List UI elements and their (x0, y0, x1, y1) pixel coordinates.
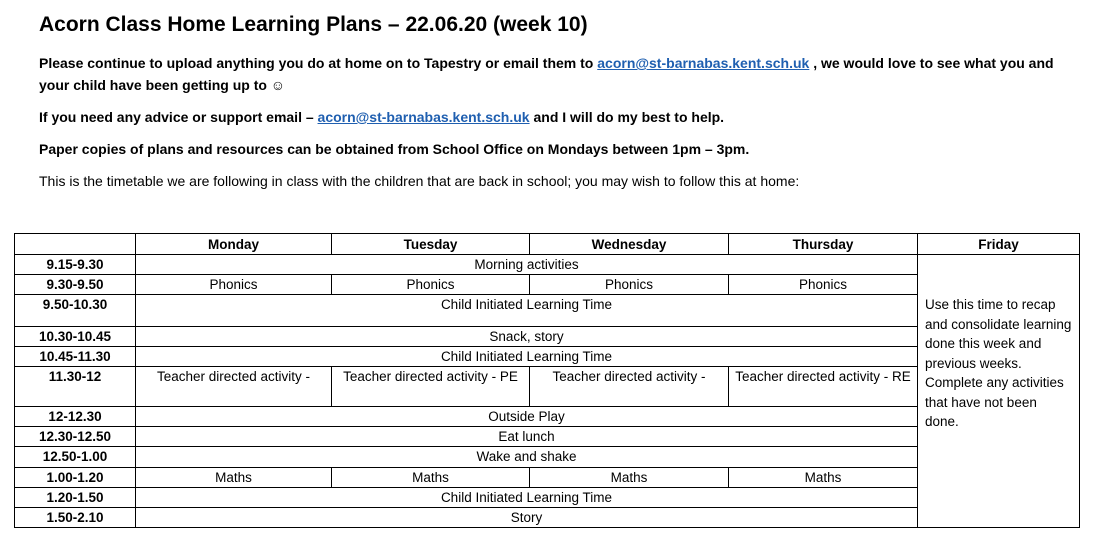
time-cell: 11.30-12 (15, 367, 136, 407)
upload-paragraph (39, 52, 1069, 96)
timetable-intro: This is the timetable we are following in class with the children that are back in school; you may wish to follow this at home: (39, 173, 800, 189)
time-cell: 12.50-1.00 (15, 447, 136, 468)
smiley-icon: ☺ (270, 77, 286, 93)
activity-cell: Maths (729, 468, 918, 488)
time-cell: 10.45-11.30 (15, 347, 136, 367)
header-empty-cell (15, 234, 136, 255)
activity-cell: Teacher directed activity - RE (729, 367, 918, 407)
day-header-thursday: Thursday (729, 234, 918, 255)
activity-cell: Teacher directed activity - (530, 367, 729, 407)
day-header-tuesday: Tuesday (332, 234, 530, 255)
activity-cell: Maths (332, 468, 530, 488)
advice-text: If you need any advice or support email – (39, 109, 314, 125)
activity-cell: Phonics (530, 275, 729, 295)
time-cell: 9.50-10.30 (15, 295, 136, 327)
table-header-row (15, 234, 1080, 255)
table-row (15, 255, 1080, 275)
time-cell: 12.30-12.50 (15, 427, 136, 447)
email-link-2[interactable]: acorn@st-barnabas.kent.sch.uk (317, 109, 530, 125)
activity-cell: Phonics (332, 275, 530, 295)
timetable (14, 233, 1080, 528)
activity-cell: Teacher directed activity - (136, 367, 332, 407)
activity-cell: Maths (530, 468, 729, 488)
day-header-wednesday: Wednesday (530, 234, 729, 255)
advice-paragraph (39, 106, 724, 128)
day-header-friday: Friday (918, 234, 1080, 255)
time-cell: 1.20-1.50 (15, 488, 136, 508)
friday-note: Use this time to recap and consolidate learning done this week and previous weeks. Complete any activities that have not been done. (918, 255, 1080, 528)
activity-cell: Maths (136, 468, 332, 488)
paper-copies-text: Paper copies of plans and resources can be obtained from School Office on Mondays between 1pm – 3pm. (39, 141, 750, 157)
advice-text-2: and I will do my best to help. (533, 109, 725, 125)
time-cell: 1.50-2.10 (15, 508, 136, 528)
activity-cell: Child Initiated Learning Time (136, 295, 918, 327)
activity-cell: Snack, story (136, 327, 918, 347)
activity-cell: Story (136, 508, 918, 528)
activity-cell: Eat lunch (136, 427, 918, 447)
time-cell: 10.30-10.45 (15, 327, 136, 347)
time-cell: 1.00-1.20 (15, 468, 136, 488)
upload-text: Please continue to upload anything you do at home on to Tapestry or email them to (39, 55, 594, 71)
activity-cell: Child Initiated Learning Time (136, 488, 918, 508)
activity-cell: Wake and shake (136, 447, 918, 468)
time-cell: 12-12.30 (15, 407, 136, 427)
activity-cell: Phonics (136, 275, 332, 295)
activity-cell: Teacher directed activity - PE (332, 367, 530, 407)
activity-cell: Morning activities (136, 255, 918, 275)
day-header-monday: Monday (136, 234, 332, 255)
time-cell: 9.15-9.30 (15, 255, 136, 275)
page-title: Acorn Class Home Learning Plans – 22.06.20 (week 10) (39, 13, 588, 36)
upload-text-2: , we would love to see what you and your child have been getting up to (39, 55, 1054, 93)
activity-cell: Phonics (729, 275, 918, 295)
activity-cell: Outside Play (136, 407, 918, 427)
email-link-1[interactable]: acorn@st-barnabas.kent.sch.uk (597, 55, 810, 71)
activity-cell: Child Initiated Learning Time (136, 347, 918, 367)
time-cell: 9.30-9.50 (15, 275, 136, 295)
